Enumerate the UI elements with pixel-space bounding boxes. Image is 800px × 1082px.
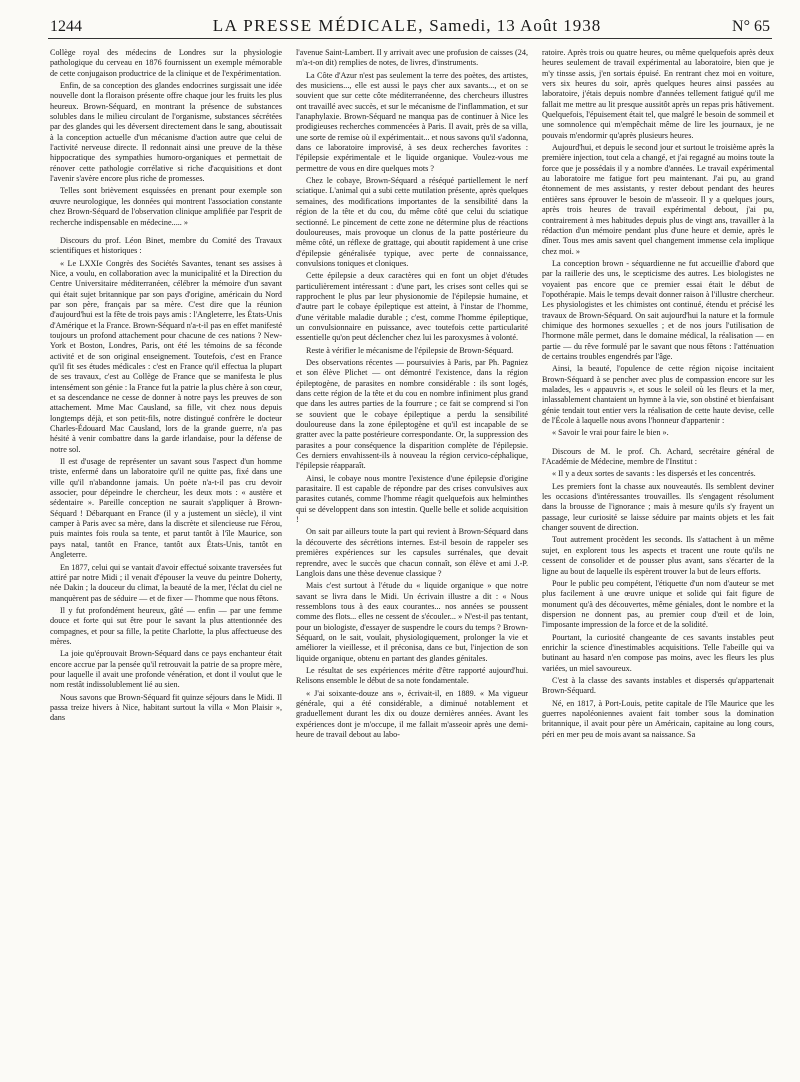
journal-header (213, 16, 602, 36)
header-rule (48, 38, 772, 39)
paragraph: « Le LXXIe Congrès des Sociétés Savantes, tenant ses assises à Nice, a voulu, en collaboration avec la municipalité et la Direction du Centre Universitaire méditerranéen, célébrer la mémoire d'un savant qui était sujet britannique par son pays d'origine, américain du Nord par son père, français par sa mère. C'est dire que la réunion d'aujourd'hui est la fête de trois pays amis : l'Angleterre, les États-Unis d'Amérique et la France. Brown-Séquard n'a-t-il pas en effet manifesté toujours un profond attachement pour chacune de ces nations ? New-York et Boston, Londres, Paris, ont été les témoins de sa féconde activité et de son original enseignement. Toutefois, c'est en France qu'il fit ses études médicales : c'est en France qu'il effectua la plupart de ses travaux, c'est au Collège de France que se manifesta le plus intensément son génie : la France fut la patrie la plus chère à son cœur, et sa descendance ne cesse de donner à notre pays les preuves de son attachement. Mme Mac Causland, sa fille, vit chez nous depuis longtemps déjà, et son petit-fils, notre distingué confrère le docteur Charles-Édouard Mac Causland, lors de la grande guerre, n'a pas hésité à venir combattre dans la garde irlandaise, pour la défense de notre sol. (50, 258, 282, 454)
paragraph: Mais c'est surtout à l'étude du « liquide organique » que notre savant se livra dans le Midi. Un écrivain illustre a dit : « Nous ressemblons tous à des eaux courantes... nos années se poussent comme des flots... elles ne cessent de s'écouler... » N'est-il pas tentant, pour un biologiste, d'essayer de suspendre le cours du temps ? Brown-Séquard, on le sait, voulait, physiologiquement, prolonger la vie et améliorer la vieillesse, et il préconisa, dans ce but, l'injection de son liquide organique, obtenu en partant des glandes génitales. (296, 581, 528, 663)
paragraph: Reste à vérifier le mécanisme de l'épilepsie de Brown-Séquard. (306, 345, 514, 355)
paragraph: Né, en 1817, à Port-Louis, petite capitale de l'île Maurice que les guerres napoléoniennes avaient fait tomber sous la domination britannique, il avait pour père un Américain, capitaine au long cours, péri en mer peu de mois avant sa naissance. Sa (542, 698, 774, 739)
paragraph: « Il y a deux sortes de savants : les dispersés et les concentrés. (552, 469, 756, 479)
column-1 (50, 48, 282, 726)
paragraph: La joie qu'éprouvait Brown-Séquard dans ce pays enchanteur était encore accrue par la pensée qu'il retrouvait la patrie de sa propre mère, pour laquelle il avait une profonde vénération, et dont il voulut que le nom restât indissolublement lié au sien. (50, 649, 282, 690)
issue-number: N° 65 (732, 18, 770, 35)
paragraph: On sait par ailleurs toute la part qui revient à Brown-Séquard dans la découverte des sécrétions internes. Est-il besoin de rappeler ses premières expériences sur les capsules surrénales, que devait reprendre, avec le succès que chacun connaît, son élève et ami J.-P. Langlois dans une thèse devenue classique ? (296, 527, 528, 578)
paragraph: En 1877, celui qui se vantait d'avoir effectué soixante traversées fut attiré par notre Midi ; il venait d'épouser la veuve du peintre Doherty, née Dakin ; la douceur du climat, la beauté de la mer, l'éclat du ciel ne manquèrent pas de séduire — et de fixer — l'homme que nous fêtons. (50, 562, 282, 603)
paragraph: Pourtant, la curiosité changeante de ces savants instables peut enrichir la science d'inestimables acquisitions. Telle l'abeille qui va butinant au hasard n'en compose pas moins, avec les fleurs les plus variées, un miel savoureux. (542, 632, 774, 673)
paragraph: Nous savons que Brown-Séquard fit quinze séjours dans le Midi. Il passa treize hivers à Nice, habitant surtout la villa « Mon Plaisir », dans (50, 692, 282, 723)
paragraph: « J'ai soixante-douze ans », écrivait-il, en 1889. « Ma vigueur générale, qui a été considérable, a diminué notablement et graduellement durant les dix ou douze dernières années. Avant les expériences dont je m'occupe, il me fallait m'asseoir après une demi-heure de travail debout au labo- (296, 688, 528, 739)
paragraph: Discours de M. le prof. Ch. Achard, secrétaire général de l'Académie de Médecine, membre de l'Institut : (542, 446, 774, 467)
paragraph: Cette épilepsie a deux caractères qui en font un objet d'études particulièrement intéressant : d'une part, les crises sont celles qui se rapprochent le plus par leur physionomie de l'épilepsie humaine, et d'autre part le cobaye épileptique est atteint, à l'instar de l'homme, d'une véritable maladie durable ; c'est, comme l'homme épileptique, un convulsionnaire en puissance, avec toutefois cette particularité essentielle qu'on peut déclencher chez lui les paroxysmes à volonté. (296, 271, 528, 343)
paragraph: Il y fut profondément heureux, gâté — enfin — par une femme douce et forte qui sut être pour le savant la plus attentionnée des compagnes, et pour sa fille, la petite Charlotte, la plus affectueuse des mères. (50, 605, 282, 646)
paragraph: Ainsi, la beauté, l'opulence de cette région niçoise incitaient Brown-Séquard à se pencher avec plus de compassion encore sur les malades, les « appauvris », et sous le soleil où les fleurs et la mer, inlassablement chantaient un hymne à la vie, son obstiné et bienfaisant génie tendait tout entier vers la réalisation de cette haute devise, celle de l'École à laquelle nous avons l'honneur d'appartenir : (542, 364, 774, 426)
paragraph: « Savoir le vrai pour faire le bien ». (552, 428, 669, 438)
column-2 (296, 48, 528, 742)
paragraph: La conception brown - séquardienne ne fut accueillie d'abord que par la raillerie des uns, le scepticisme des autres. Les biologistes ne voyaient pas encore que ce premier essai était le début de l'opothérapie. Mais le temps devait donner raison à l'illustre chercheur. Les physiologistes et les chimistes ont continué, étendu et précisé les travaux de Brown-Séquard. On sait aujourd'hui la nature et la formule chimique des hormones sexuelles ; et de nos jours l'utilisation de l'hormone mâle permet, dans le domaine médical, la réalisation — en partie — du rêve formulé par le savant que nous fêtons : l'atténuation de certains troubles engendrés par l'âge. (542, 258, 774, 361)
paragraph: Tout autrement procèdent les seconds. Ils s'attachent à un même sujet, en explorent tous les aspects et tracent une route qu'ils ne cessent de consolider et de pousser plus avant, sans s'écarter de la ligne au bout de laquelle ils espèrent trouver la but de leurs efforts. (542, 535, 774, 576)
paragraph: La Côte d'Azur n'est pas seulement la terre des poètes, des artistes, des musiciens..., elle est aussi le pays cher aux savants..., et on se souvient que sur cette côte méditerranéenne, des chercheurs illustres ont travaillé avec succès, et sur le mécanisme de l'inflammation, et sur l'anaphylaxie. Brown-Séquard ne manqua pas de continuer à Nice les prodigieuses recherches commencées à Paris. Il avait, près de sa villa, une sorte de remise où il expérimentait... et nous savons qu'il s'adonna, dans ce laboratoire improvisé, à ses deux recherches favorites : l'épilepsie expérimentale et le liquide organique. Voulez-vous me permettre de vous en dire quelques mots ? (296, 70, 528, 173)
paragraph: Pour le public peu compétent, l'étiquette d'un nom d'auteur se met plus facilement à une œuvre unique et solide qui fait figure de monument qu'à des découvertes, même géniales, dont le nombre et la dispersion ne donnent pas, au premier coup d'œil et de loin, l'imposante impression de la force et de la solidité. (542, 578, 774, 630)
paragraph: Telles sont brièvement esquissées en prenant pour exemple son œuvre neurologique, les données qui montrent l'association constante chez Brown-Séquard de l'observation clinique amplifiée par l'esprit de recherche indispensable en médecine..... » (50, 186, 282, 227)
paragraph: Il est d'usage de représenter un savant sous l'aspect d'un homme triste, enfermé dans un laboratoire qu'il ne quitte pas, fixé dans une ville qu'il n'abandonne jamais. Un poète n'a-t-il pas cru devoir associer, pour dépeindre le chercheur, les deux mots : « austère et sédentaire ». Pareille conception ne saurait s'appliquer à Brown-Séquard ! Débarquant en France (il y a justement un siècle), il vint camper à Paris avec sa mère, dans la discrète et silencieuse rue Férou, puis maintes fois roula sa tente, et parut tantôt à l'île Maurice, son pays natal, tantôt en France, tantôt aux États-Unis, tantôt en Angleterre. (50, 457, 282, 560)
paragraph: C'est à la classe des savants instables et dispersés qu'appartenait Brown-Séquard. (542, 675, 774, 696)
page-header (50, 16, 770, 40)
paragraph: Collège royal des médecins de Londres sur la physiologie pathologique du cerveau en 1876 fournissent un exemple mémorable de cette conjugaison productrice de la clinique et de l'expérimentation. (50, 48, 282, 78)
paragraph: Les premiers font la chasse aux nouveautés. Ils semblent deviner les occasions d'intéressantes trouvailles. Ils s'engagent résolument dans la brousse de l'ignorance ; mais à mesure qu'ils s'y frayent un passage, leur curiosité se laisse séduire par maints objets et les fait changer souvent de direction. (542, 481, 774, 533)
paragraph: l'avenue Saint-Lambert. Il y arrivait avec une profusion de caisses (24, m'a-t-on dit) remplies de notes, de livres, d'instruments. (296, 48, 528, 68)
page-number: 1244 (50, 18, 82, 35)
paragraph: Des observations récentes — poursuivies à Paris, par Ph. Pagniez et son élève Plichet — ont démontré l'existence, dans la région épileptogène, de parasites en nombre considérable : ils sont logés, dans cette région de la tête et du cou en nombre infiniment plus grand que dans les autres parties de la fourrure ; ce fait se comprend si l'on se souvient que le cobaye épileptique a perdu la sensibilité douloureuse dans la zone épileptogène et qu'il est incapable de se gratter avec la patte postérieure correspondante. Or, la suppression des parasites a pour conséquence la disparition complète de l'épilepsie. Ces derniers envahissent-ils à nouveau la région cervico-céphalique, l'épilepsie réapparaît. (296, 357, 528, 471)
journal-title: LA PRESSE MÉDICALE, (212, 16, 424, 35)
paragraph: Aujourd'hui, et depuis le second jour et surtout le troisième après la première injection, tout cela a changé, et j'ai regagné au moins toute la force que je possédais il y a nombre d'années. Le travail expérimental au laboratoire me fatigue fort peu maintenant. J'ai pu, au grand étonnement de mes assistants, y rester debout pendant des heures entières sans éprouver le besoin de m'asseoir. Il y a quelques jours, après trois heures de travail expérimental debout, j'ai pu, contrairement à mes habitudes depuis plus de vingt ans, travailler à la rédaction d'un mémoire pendant plus d'une heure et demie, après le dîner. Tous mes amis savent quel changement immense cela implique chez moi. » (542, 143, 774, 256)
paragraph: Ainsi, le cobaye nous montre l'existence d'une épilepsie d'origine parasitaire. Il est capable de répondre par des crises convulsives aux parasites cutanés, comme l'homme réagit quelquefois aux helminthes qui se développent dans son intestin. Quelle belle et solide acquisition ! (296, 473, 528, 525)
issue-date: Samedi, 13 Août 1938 (429, 16, 602, 35)
paragraph: Chez le cobaye, Brown-Séquard a réséqué partiellement le nerf sciatique. L'animal qui a subi cette mutilation présente, après quelques semaines, des modifications importantes de la sensibilité dans la région de la tête et du cou, du même côté que celui du sciatique sectionné. Le pincement de cette zone ne détermine plus de réactions douloureuses, mais provoque un clonus de la patte postérieure du même côté, un réflexe de grattage, qui aboutit rapidement à une crise d'épilepsie généralisée typique, avec perte de connaissance, convulsions toniques et cloniques. (296, 176, 528, 268)
paragraph: ratoire. Après trois ou quatre heures, ou même quelquefois après deux heures seulement de travail expérimental au laboratoire, bien que je m'y tinsse assis, j'en sortais épuisé. En rentrant chez moi en voiture, vers six heures du soir, après quelques heures ainsi passées au laboratoire, j'étais depuis nombre d'années tellement fatigué qu'il me fallait me mettre au lit presque aussitôt après un repas pris hâtivement. Quelquefois, l'épuisement était tel, que malgré le besoin de sommeil et une somnolence qui m'empêchait même de lire les journaux, je ne pouvais m'endormir qu'après plusieurs heures. (542, 48, 774, 140)
paragraph: Le résultat de ses expériences mérite d'être rapporté aujourd'hui. Relisons ensemble le début de sa note fondamentale. (296, 665, 528, 686)
paragraph: Enfin, de sa conception des glandes endocrines surgissait une idée nouvelle dont la floraison présente offre chaque jour les fruits les plus heureux. Brown-Séquard, en montrant la présence de substances solubles dans le milieu circulant de l'organisme, substances sécrétées par des glandes qui les déversent directement dans le sang, aboutissait à la conception actuelle d'un mécanisme d'action autre que celui de l'activité nerveuse directe. Il redonnait ainsi une preuve de la thèse hippocratique des sympathies humoro-organiques et permettait de rénover cette pathologie corrélative si riche d'acquisitions et dont l'avenir s'avère encore plus riche de promesses. (50, 81, 282, 184)
paragraph: Discours du prof. Léon Binet, membre du Comité des Travaux scientifiques et historiques : (50, 235, 282, 256)
column-3 (542, 48, 774, 742)
